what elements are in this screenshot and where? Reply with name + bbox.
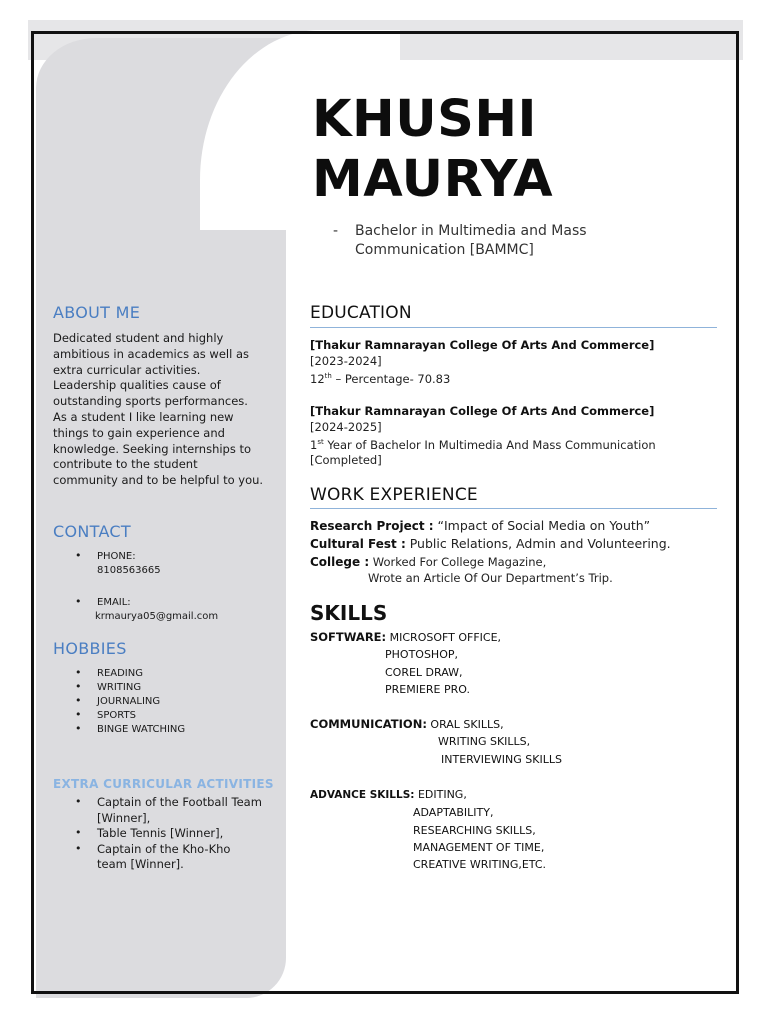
work-text: Public Relations, Admin and Volunteering. [405,536,671,551]
detail-sup: st [317,438,324,446]
detail-rest: – Percentage- 70.83 [331,371,451,386]
work-label: Cultural Fest : [310,537,406,551]
skill-item: PHOTOSHOP, [385,648,458,662]
work-item [310,517,720,535]
education-institution: [Thakur Ramnarayan College Of Arts And Commerce] [310,338,655,352]
contact-phone [53,550,218,578]
skill-item: COREL DRAW, [385,665,463,679]
education-years: [2024-2025] [310,419,382,434]
about-heading: ABOUT ME [53,303,141,322]
detail-prefix: 12 [310,371,325,386]
contact-phone-label: • PHONE: [97,551,136,562]
hobby-item: • WRITING [53,681,185,695]
hobby-item: • BINGE WATCHING [53,723,185,737]
skill-item: INTERVIEWING SKILLS [441,752,562,766]
work-list [310,517,720,585]
detail-prefix: 1 [310,437,318,452]
subtitle-line-2: Communication [BAMMC] [355,242,534,258]
contact-phone-value: 8108563665 [97,565,161,576]
hobby-item: • JOURNALING [53,695,185,709]
skill-item: ORAL SKILLS, [430,718,504,731]
skill-item: WRITING SKILLS, [438,735,531,749]
contact-email [53,596,218,624]
education-institution: [Thakur Ramnarayan College Of Arts And Commerce] [310,404,655,418]
skill-label: COMMUNICATION: [310,717,427,731]
work-label: College : [310,555,370,569]
education-entry-2 [310,404,720,469]
subtitle-dash: - [333,223,339,239]
skill-label: SOFTWARE: [310,630,387,644]
contact-heading: CONTACT [53,522,131,541]
skill-item: PREMIERE PRO. [385,682,470,696]
work-item [310,535,720,553]
skill-label: ADVANCE SKILLS: [310,789,415,801]
skill-item: MANAGEMENT OF TIME, [413,840,545,854]
work-divider [310,508,717,509]
skills-software [310,629,501,698]
skills-advance [310,786,546,873]
candidate-name [312,90,712,210]
extra-curricular-heading: EXTRA CURRICULAR ACTIVITIES [53,777,274,791]
education-divider [310,327,717,328]
work-text: “Impact of Social Media on Youth” [433,518,651,533]
work-label: Research Project : [310,519,434,533]
hobbies-list [53,667,185,737]
contact-email-value: krmaurya05@gmail.com [95,611,219,622]
work-text-line-2: Wrote an Article Of Our Department’s Trip. [368,571,613,585]
education-heading: EDUCATION [310,303,412,323]
work-text: Worked For College Magazine, [369,555,547,569]
contact-list [53,550,218,642]
degree-subtitle [333,222,633,260]
skill-item: MICROSOFT OFFICE, [389,631,502,644]
education-detail [310,435,720,453]
name-line-1: KHUSHI [312,90,538,149]
skill-item: CREATIVE WRITING,ETC. [413,858,547,872]
education-detail [310,369,720,387]
skills-heading: SKILLS [310,601,388,625]
detail-sup: th [324,372,332,380]
extra-item: • Captain of the Football Team [Winner], [53,795,263,826]
hobby-item: • READING [53,667,185,681]
extra-item: • Table Tennis [Winner], [53,826,263,842]
hobbies-heading: HOBBIES [53,639,127,658]
hobby-item: • SPORTS [53,709,185,723]
subtitle-line-1: Bachelor in Multimedia and Mass [355,223,587,239]
work-item [310,553,720,571]
extra-item: • Captain of the Kho-Kho team [Winner]. [53,842,263,873]
work-heading: WORK EXPERIENCE [310,485,478,505]
skill-item: RESEARCHING SKILLS, [413,823,536,837]
contact-email-label: • EMAIL: [97,597,131,608]
extra-curricular-list [53,795,263,873]
education-detail-line-2: [Completed] [310,453,382,468]
name-line-2: MAURYA [312,150,554,209]
skills-communication [310,716,562,768]
detail-rest: Year of Bachelor In Multimedia And Mass Communication [323,437,656,452]
skill-item: ADAPTABILITY, [413,806,494,820]
about-text: Dedicated student and highly ambitious in academics as well as extra curricular activities. Leadership qualities cause of outstanding sports performances. As a student I like learning new things to gain experience and knowledge. Seeking internships to contribute to the student community and to be helpful to you. [53,331,264,488]
education-years: [2023-2024] [310,353,382,368]
education-entry-1 [310,338,720,387]
skill-item: EDITING, [417,788,467,801]
